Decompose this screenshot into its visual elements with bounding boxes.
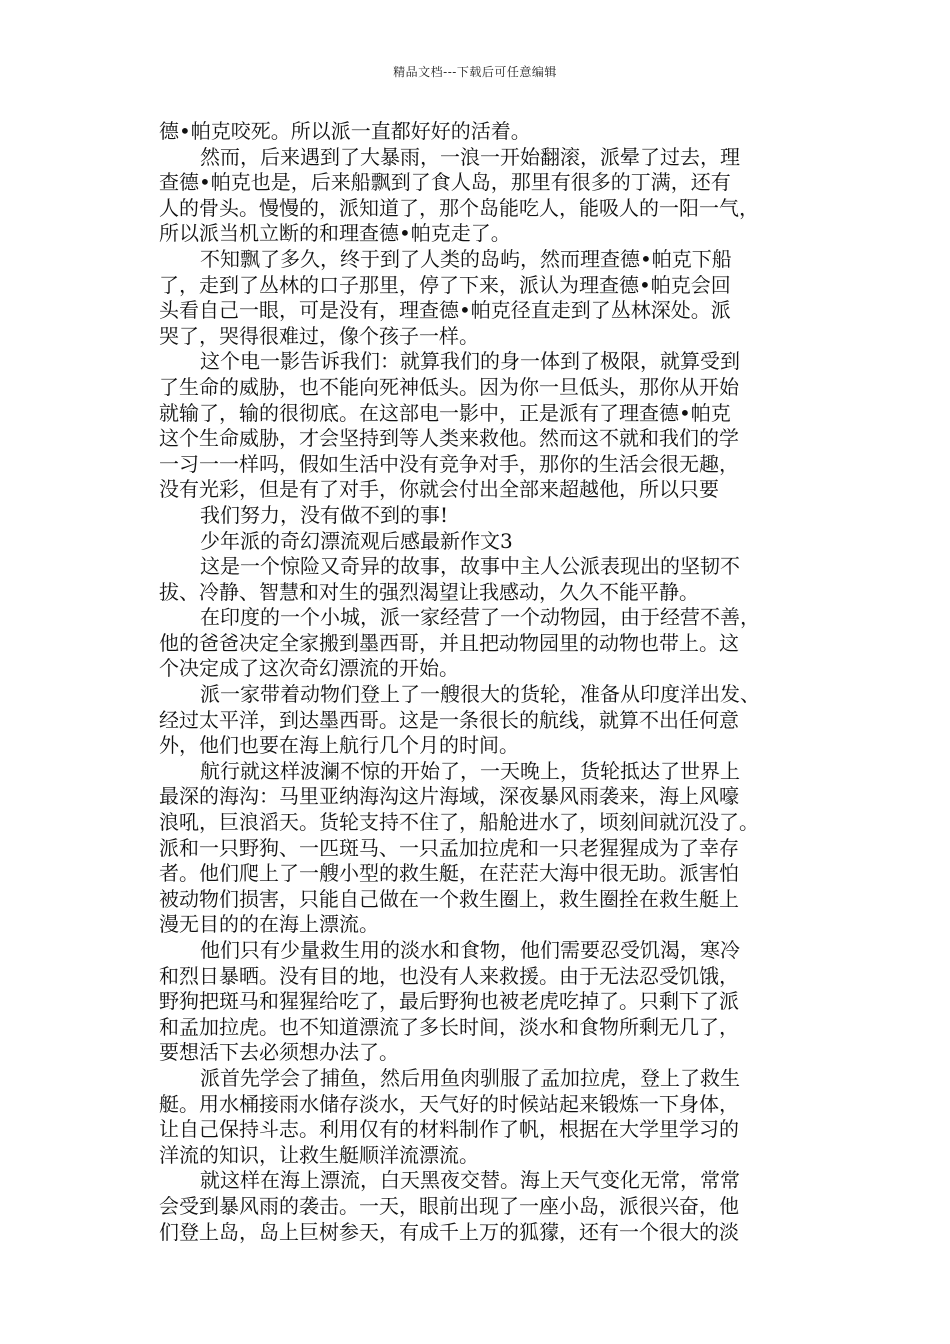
text-line: 者。他们爬上了一艘小型的救生艇，在茫茫大海中很无助。派害怕	[159, 861, 739, 886]
text-line: 少年派的奇幻漂流观后感最新作文3	[200, 528, 513, 553]
text-line: 和烈日暴晒。没有目的地，也没有人来救援。由于无法忍受饥饿，	[159, 963, 739, 988]
text-line: 哭了，哭得很难过，像个孩子一样。	[159, 323, 479, 348]
text-line: 拔、冷静、智慧和对生的强烈渴望让我感动，久久不能平静。	[159, 579, 699, 604]
text-line: 会受到暴风雨的袭击。一天，眼前出现了一座小岛，派很兴奋，他	[159, 1193, 739, 1218]
text-line: 德•帕克咬死。所以派一直都好好的活着。	[159, 119, 531, 143]
text-line: 最深的海沟：马里亚纳海沟这片海域，深夜暴风雨袭来，海上风嚎	[159, 784, 739, 809]
text-line: 航行就这样波澜不惊的开始了，一天晚上，货轮抵达了世界上	[200, 758, 740, 783]
text-line: 们登上岛，岛上巨树参天，有成千上万的狐獴，还有一个很大的淡	[159, 1219, 739, 1244]
text-line: 艇。用水桶接雨水储存淡水，天气好的时候站起来锻炼一下身体，	[159, 1091, 739, 1116]
text-line: 派首先学会了捕鱼，然后用鱼肉驯服了孟加拉虎，登上了救生	[200, 1065, 740, 1090]
text-line: 这是一个惊险又奇异的故事，故事中主人公派表现出的坚韧不	[200, 554, 740, 579]
text-line: 派一家带着动物们登上了一艘很大的货轮，准备从印度洋出发、	[200, 682, 760, 707]
text-line: 这个生命威胁，才会坚持到等人类来救他。然而这不就和我们的学	[159, 426, 739, 451]
text-line: 他的爸爸决定全家搬到墨西哥，并且把动物园里的动物也带上。这	[159, 630, 739, 655]
text-line: 不知飘了多久，终于到了人类的岛屿，然而理查德•帕克下船	[200, 246, 732, 271]
document-body	[159, 119, 799, 1245]
text-line: 个决定成了这次奇幻漂流的开始。	[159, 656, 459, 681]
text-line: 外，他们也要在海上航行几个月的时间。	[159, 733, 519, 758]
text-line: 经过太平洋，到达墨西哥。这是一条很长的航线，就算不出任何意	[159, 707, 739, 732]
text-line: 这个电一影告诉我们：就算我们的身一体到了极限，就算受到	[200, 349, 740, 374]
text-line: 然而，后来遇到了大暴雨，一浪一开始翻滚，派晕了过去，理	[200, 144, 740, 169]
text-line: 人的骨头。慢慢的，派知道了，那个岛能吃人，能吸人的一阳一气，	[159, 195, 759, 220]
text-line: 一习一一样吗，假如生活中没有竞争对手，那你的生活会很无趣，	[159, 451, 739, 476]
text-line: 没有光彩，但是有了对手，你就会付出全部来超越他，所以只要	[159, 477, 719, 502]
page-header: 精品文档---下载后可任意编辑	[393, 65, 557, 79]
text-line: 头看自己一眼，可是没有，理查德•帕克径直走到了丛林深处。派	[159, 298, 731, 323]
text-line: 在印度的一个小城，派一家经营了一个动物园，由于经营不善，	[200, 605, 760, 630]
text-line: 被动物们损害，只能自己做在一个救生圈上，救生圈拴在救生艇上	[159, 886, 739, 911]
text-line: 和孟加拉虎。也不知道漂流了多长时间，淡水和食物所剩无几了，	[159, 1014, 739, 1039]
text-line: 浪吼，巨浪滔天。货轮支持不住了，船舱进水了，顷刻间就沉没了。	[159, 810, 759, 835]
text-line: 洋流的知识，让救生艇顺洋流漂流。	[159, 1142, 479, 1167]
text-line: 要想活下去必须想办法了。	[159, 1040, 399, 1065]
text-line: 他们只有少量救生用的淡水和食物，他们需要忍受饥渴，寒冷	[200, 938, 740, 962]
text-line: 让自己保持斗志。利用仅有的材料制作了帆，根据在大学里学习的	[159, 1117, 739, 1142]
text-line: 我们努力，没有做不到的事!	[200, 502, 449, 527]
text-line: 所以派当机立断的和理查德•帕克走了。	[159, 221, 511, 246]
text-line: 漫无目的的在海上漂流。	[159, 912, 379, 937]
text-line: 了生命的威胁，也不能向死神低头。因为你一旦低头，那你从开始	[159, 374, 739, 399]
text-line: 就这样在海上漂流，白天黑夜交替。海上天气变化无常，常常	[200, 1168, 740, 1193]
text-line: 就输了，输的很彻底。在这部电一影中，正是派有了理查德•帕克	[159, 400, 731, 425]
text-line: 了，走到了丛林的口子那里，停了下来，派认为理查德•帕克会回	[159, 272, 731, 297]
text-line: 查德•帕克也是，后来船飘到了食人岛，那里有很多的丁满，还有	[159, 170, 731, 195]
text-line: 派和一只野狗、一匹斑马、一只孟加拉虎和一只老猩猩成为了幸存	[159, 835, 739, 860]
text-line: 野狗把斑马和猩猩给吃了，最后野狗也被老虎吃掉了。只剩下了派	[159, 989, 739, 1014]
